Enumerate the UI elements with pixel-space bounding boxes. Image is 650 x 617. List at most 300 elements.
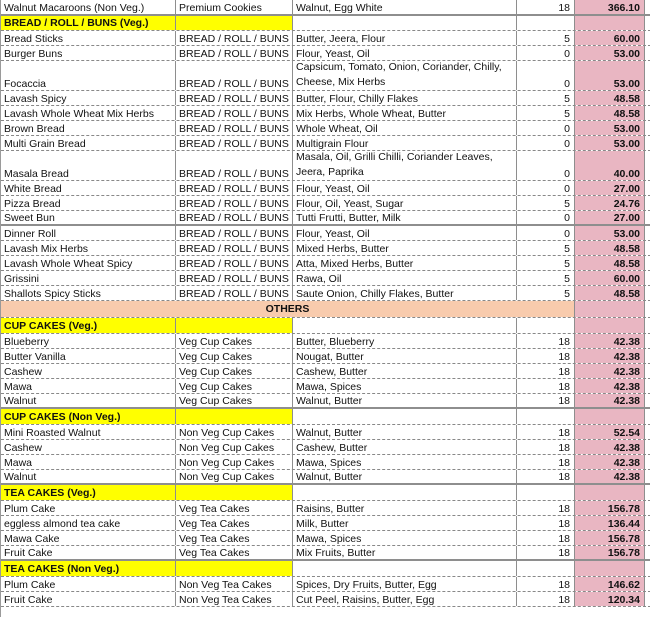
- price-cell: [575, 531, 645, 545]
- item-name-cell-text: eggless almond tea cake: [4, 518, 121, 530]
- ingredients-cell-text: Butter, Blueberry: [296, 336, 375, 348]
- price-cell-text: 53.00: [613, 138, 640, 150]
- price-cell-text: 48.58: [613, 258, 640, 270]
- item-name-cell-text: Burger Buns: [4, 48, 63, 60]
- quantity-cell-text: 5: [564, 273, 570, 285]
- ingredients-cell: [293, 592, 517, 606]
- table-row: [1, 349, 650, 364]
- table-row: [1, 546, 650, 561]
- section-header-fill: [176, 318, 293, 333]
- ingredients-cell: [293, 151, 517, 180]
- item-name-cell: [1, 334, 176, 348]
- section-header-blank: [293, 318, 517, 333]
- section-title-text: CUP CAKES (Veg.): [4, 319, 98, 332]
- category-cell-text: Veg Tea Cakes: [179, 547, 250, 559]
- item-name-cell-text: Butter Vanilla: [4, 351, 66, 363]
- category-cell-text: BREAD / ROLL / BUNS: [179, 93, 289, 105]
- section-header-blank-qty: [517, 485, 575, 500]
- table-row: [1, 196, 650, 211]
- price-cell-text: 156.78: [607, 533, 640, 545]
- quantity-cell-text: 18: [558, 503, 570, 515]
- ingredients-cell-text: Capsicum, Tomato, Onion, Coriander, Chilly, Cheese, Mix Herbs: [296, 61, 502, 88]
- price-cell: [575, 226, 645, 240]
- category-cell: [176, 121, 293, 135]
- ingredients-cell: [293, 334, 517, 348]
- item-name-cell-text: Walnut: [4, 471, 37, 483]
- quantity-cell: [517, 546, 575, 559]
- category-cell: [176, 46, 293, 60]
- price-cell: [575, 151, 645, 180]
- ingredients-cell-text: Mawa, Spices: [296, 457, 362, 469]
- price-cell: [575, 196, 645, 210]
- table-row: [1, 592, 650, 607]
- ingredients-cell: [293, 46, 517, 60]
- section-header-fill: [176, 409, 293, 424]
- quantity-cell: [517, 46, 575, 60]
- table-row: [1, 181, 650, 196]
- section-header-row: [1, 485, 650, 501]
- ingredients-cell: [293, 455, 517, 469]
- section-header-price-blank: [575, 485, 645, 500]
- item-name-cell-text: Sweet Bun: [4, 212, 55, 224]
- ingredients-cell-text: Mawa, Spices: [296, 533, 362, 545]
- category-cell: [176, 470, 293, 483]
- item-name-cell-text: White Bread: [4, 183, 62, 195]
- ingredients-cell: [293, 61, 517, 90]
- item-name-cell: [1, 106, 176, 120]
- item-name-cell-text: Focaccia: [4, 78, 47, 90]
- section-header-blank-qty: [517, 16, 575, 30]
- item-name-cell: [1, 0, 176, 14]
- section-title: [1, 16, 176, 30]
- price-cell: [575, 121, 645, 135]
- item-name-cell-text: Mini Roasted Walnut: [4, 427, 101, 439]
- ingredients-cell: [293, 394, 517, 407]
- item-name-cell-text: Lavash Spicy: [4, 93, 67, 105]
- quantity-cell: [517, 592, 575, 606]
- category-cell: [176, 61, 293, 90]
- item-name-cell-text: Lavash Mix Herbs: [4, 243, 89, 255]
- quantity-cell-text: 18: [558, 381, 570, 393]
- item-name-cell: [1, 379, 176, 393]
- quantity-cell-text: 5: [564, 93, 570, 105]
- price-cell: [575, 136, 645, 150]
- category-cell: [176, 286, 293, 300]
- section-header-row: [1, 16, 650, 31]
- category-cell: [176, 226, 293, 240]
- quantity-cell: [517, 470, 575, 483]
- quantity-cell-text: 18: [558, 579, 570, 591]
- quantity-cell: [517, 91, 575, 105]
- category-cell: [176, 241, 293, 255]
- quantity-cell-text: 0: [564, 138, 570, 150]
- item-name-cell-text: Cashew: [4, 366, 42, 378]
- ingredients-cell-text: Rawa, Oil: [296, 273, 342, 285]
- ingredients-cell-text: Cashew, Butter: [296, 366, 368, 378]
- ingredients-cell: [293, 577, 517, 591]
- price-cell-text: 42.38: [613, 471, 640, 483]
- quantity-cell-text: 18: [558, 395, 570, 407]
- ingredients-cell-text: Milk, Butter: [296, 518, 349, 530]
- item-name-cell-text: Fruit Cake: [4, 547, 53, 559]
- price-cell: [575, 379, 645, 393]
- table-row: [1, 286, 650, 301]
- quantity-cell-text: 0: [564, 228, 570, 240]
- price-cell-text: 42.38: [613, 336, 640, 348]
- category-cell-text: BREAD / ROLL / BUNS: [179, 243, 289, 255]
- ingredients-cell-text: Flour, Oil, Yeast, Sugar: [296, 198, 404, 210]
- ingredients-cell: [293, 0, 517, 14]
- table-row: [1, 31, 650, 46]
- quantity-cell-text: 18: [558, 547, 570, 559]
- quantity-cell-text: 5: [564, 288, 570, 300]
- item-name-cell-text: Brown Bread: [4, 123, 65, 135]
- ingredients-cell-text: Mixed Herbs, Butter: [296, 243, 389, 255]
- price-cell-text: 42.38: [613, 381, 640, 393]
- item-name-cell: [1, 61, 176, 90]
- price-cell-text: 42.38: [613, 442, 640, 454]
- ingredients-cell: [293, 349, 517, 363]
- quantity-cell-text: 18: [558, 533, 570, 545]
- ingredients-cell-text: Flour, Yeast, Oil: [296, 183, 370, 195]
- quantity-cell: [517, 425, 575, 439]
- quantity-cell: [517, 455, 575, 469]
- category-cell: [176, 425, 293, 439]
- ingredients-cell-text: Spices, Dry Fruits, Butter, Egg: [296, 579, 437, 591]
- category-cell-text: BREAD / ROLL / BUNS: [179, 78, 289, 90]
- price-cell: [575, 286, 645, 300]
- item-name-cell: [1, 425, 176, 439]
- ingredients-cell-text: Flour, Yeast, Oil: [296, 228, 370, 240]
- ingredients-cell: [293, 425, 517, 439]
- quantity-cell-text: 18: [558, 457, 570, 469]
- table-row: [1, 364, 650, 379]
- others-title: [1, 301, 575, 317]
- section-header-fill: [176, 485, 293, 500]
- category-cell-text: Veg Tea Cakes: [179, 518, 250, 530]
- table-row: [1, 531, 650, 546]
- quantity-cell: [517, 271, 575, 285]
- ingredients-cell: [293, 531, 517, 545]
- item-name-cell-text: Walnut Macaroons (Non Veg.): [4, 2, 145, 14]
- quantity-cell-text: 0: [564, 78, 570, 90]
- price-cell-text: 48.58: [613, 243, 640, 255]
- ingredients-cell: [293, 516, 517, 530]
- category-cell: [176, 592, 293, 606]
- category-cell: [176, 271, 293, 285]
- ingredients-cell-text: Walnut, Butter: [296, 427, 363, 439]
- item-name-cell: [1, 440, 176, 454]
- price-cell-text: 60.00: [613, 33, 640, 45]
- price-cell: [575, 256, 645, 270]
- category-cell: [176, 136, 293, 150]
- section-header-fill: [176, 561, 293, 576]
- category-cell-text: BREAD / ROLL / BUNS: [179, 258, 289, 270]
- category-cell-text: BREAD / ROLL / BUNS: [179, 48, 289, 60]
- category-cell-text: BREAD / ROLL / BUNS: [179, 273, 289, 285]
- quantity-cell: [517, 394, 575, 407]
- price-cell: [575, 211, 645, 224]
- item-name-cell-text: Lavash Whole Wheat Spicy: [4, 258, 133, 270]
- price-cell-text: 53.00: [613, 228, 640, 240]
- table-row: [1, 379, 650, 394]
- quantity-cell: [517, 0, 575, 14]
- quantity-cell-text: 0: [564, 183, 570, 195]
- ingredients-cell-text: Saute Onion, Chilly Flakes, Butter: [296, 288, 454, 300]
- category-cell-text: BREAD / ROLL / BUNS: [179, 138, 289, 150]
- price-cell: [575, 592, 645, 606]
- ingredients-cell: [293, 286, 517, 300]
- quantity-cell-text: 5: [564, 258, 570, 270]
- table-row: [1, 334, 650, 349]
- category-cell-text: Non Veg Tea Cakes: [179, 579, 272, 591]
- item-name-cell: [1, 455, 176, 469]
- price-cell-text: 42.38: [613, 351, 640, 363]
- item-name-cell: [1, 577, 176, 591]
- ingredients-cell-text: Tutti Frutti, Butter, Milk: [296, 212, 401, 224]
- category-cell-text: Non Veg Cup Cakes: [179, 427, 275, 439]
- quantity-cell: [517, 256, 575, 270]
- category-cell-text: BREAD / ROLL / BUNS: [179, 288, 289, 300]
- category-cell: [176, 91, 293, 105]
- price-cell-text: 48.58: [613, 93, 640, 105]
- section-header-fill: [176, 16, 293, 30]
- table-row: [1, 455, 650, 470]
- ingredients-cell: [293, 121, 517, 135]
- quantity-cell: [517, 349, 575, 363]
- item-name-cell-text: Masala Bread: [4, 168, 69, 180]
- ingredients-cell: [293, 379, 517, 393]
- category-cell: [176, 151, 293, 180]
- price-cell: [575, 577, 645, 591]
- category-cell-text: BREAD / ROLL / BUNS: [179, 108, 289, 120]
- table-row: [1, 425, 650, 440]
- price-cell: [575, 425, 645, 439]
- section-header-price-blank: [575, 561, 645, 576]
- price-cell: [575, 46, 645, 60]
- price-cell-text: 27.00: [613, 212, 640, 224]
- ingredients-cell-text: Mix Fruits, Butter: [296, 547, 376, 559]
- quantity-cell-text: 18: [558, 594, 570, 606]
- table-row: [1, 394, 650, 409]
- category-cell-text: BREAD / ROLL / BUNS: [179, 168, 289, 180]
- ingredients-cell: [293, 106, 517, 120]
- item-name-cell-text: Plum Cake: [4, 503, 56, 515]
- section-title: [1, 561, 176, 576]
- ingredients-cell-text: Raisins, Butter: [296, 503, 365, 515]
- item-name-cell-text: Walnut: [4, 395, 37, 407]
- item-name-cell: [1, 196, 176, 210]
- ingredients-cell-text: Flour, Yeast, Oil: [296, 48, 370, 60]
- section-header-price-blank: [575, 409, 645, 424]
- quantity-cell-text: 18: [558, 518, 570, 530]
- quantity-cell-text: 18: [558, 351, 570, 363]
- category-cell: [176, 106, 293, 120]
- ingredients-cell: [293, 501, 517, 515]
- item-name-cell: [1, 501, 176, 515]
- item-name-cell: [1, 151, 176, 180]
- quantity-cell-text: 5: [564, 108, 570, 120]
- quantity-cell: [517, 121, 575, 135]
- item-name-cell: [1, 226, 176, 240]
- item-name-cell: [1, 46, 176, 60]
- item-name-cell: [1, 394, 176, 407]
- table-row: [1, 516, 650, 531]
- quantity-cell-text: 0: [564, 212, 570, 224]
- category-cell-text: BREAD / ROLL / BUNS: [179, 198, 289, 210]
- price-cell-text: 48.58: [613, 108, 640, 120]
- ingredients-cell: [293, 181, 517, 195]
- quantity-cell: [517, 61, 575, 90]
- quantity-cell: [517, 136, 575, 150]
- category-cell: [176, 440, 293, 454]
- ingredients-cell-text: Nougat, Butter: [296, 351, 364, 363]
- category-cell: [176, 31, 293, 45]
- price-cell: [575, 364, 645, 378]
- section-title-text: TEA CAKES (Veg.): [4, 486, 96, 499]
- item-name-cell-text: Dinner Roll: [4, 228, 56, 240]
- item-name-cell-text: Mawa: [4, 381, 33, 393]
- category-cell: [176, 181, 293, 195]
- ingredients-cell: [293, 136, 517, 150]
- ingredients-cell: [293, 196, 517, 210]
- section-header-blank: [293, 485, 517, 500]
- ingredients-cell-text: Atta, Mixed Herbs, Butter: [296, 258, 414, 270]
- category-cell: [176, 211, 293, 224]
- quantity-cell-text: 5: [564, 198, 570, 210]
- table-row: [1, 136, 650, 151]
- ingredients-cell-text: Multigrain Flour: [296, 138, 369, 150]
- category-cell-text: Veg Cup Cakes: [179, 395, 252, 407]
- price-cell: [575, 0, 645, 14]
- quantity-cell: [517, 440, 575, 454]
- ingredients-cell: [293, 91, 517, 105]
- item-name-cell: [1, 364, 176, 378]
- category-cell: [176, 516, 293, 530]
- ingredients-cell: [293, 256, 517, 270]
- quantity-cell-text: 0: [564, 123, 570, 135]
- price-cell: [575, 61, 645, 90]
- quantity-cell: [517, 181, 575, 195]
- category-cell-text: Non Veg Tea Cakes: [179, 594, 272, 606]
- price-cell-text: 52.54: [613, 427, 640, 439]
- ingredients-cell: [293, 546, 517, 559]
- ingredients-cell-text: Mix Herbs, Whole Wheat, Butter: [296, 108, 446, 120]
- item-name-cell: [1, 91, 176, 105]
- ingredients-cell: [293, 440, 517, 454]
- item-name-cell-text: Grissini: [4, 273, 40, 285]
- ingredients-cell-text: Cut Peel, Raisins, Butter, Egg: [296, 594, 435, 606]
- category-cell-text: Veg Cup Cakes: [179, 366, 252, 378]
- category-cell-text: BREAD / ROLL / BUNS: [179, 33, 289, 45]
- price-cell-text: 53.00: [613, 78, 640, 90]
- quantity-cell-text: 5: [564, 33, 570, 45]
- price-cell-text: 27.00: [613, 183, 640, 195]
- others-price-blank: [575, 301, 645, 317]
- ingredients-cell: [293, 271, 517, 285]
- category-cell-text: Veg Cup Cakes: [179, 336, 252, 348]
- item-name-cell-text: Multi Grain Bread: [4, 138, 86, 150]
- category-cell: [176, 531, 293, 545]
- table-row: [1, 0, 650, 16]
- table-row: [1, 241, 650, 256]
- item-name-cell: [1, 531, 176, 545]
- quantity-cell: [517, 31, 575, 45]
- quantity-cell: [517, 501, 575, 515]
- category-cell-text: BREAD / ROLL / BUNS: [179, 183, 289, 195]
- item-name-cell: [1, 181, 176, 195]
- ingredients-cell: [293, 364, 517, 378]
- section-title-text: CUP CAKES (Non Veg.): [4, 410, 121, 423]
- category-cell-text: Non Veg Cup Cakes: [179, 457, 275, 469]
- quantity-cell: [517, 379, 575, 393]
- quantity-cell: [517, 211, 575, 224]
- table-row: [1, 501, 650, 516]
- table-row: [1, 211, 650, 226]
- item-name-cell-text: Mawa Cake: [4, 533, 60, 545]
- item-name-cell: [1, 470, 176, 483]
- quantity-cell-text: 18: [558, 336, 570, 348]
- category-cell: [176, 196, 293, 210]
- item-name-cell: [1, 286, 176, 300]
- ingredients-cell: [293, 241, 517, 255]
- quantity-cell: [517, 106, 575, 120]
- price-cell-text: 40.00: [613, 168, 640, 180]
- section-header-row: [1, 318, 650, 334]
- category-cell: [176, 349, 293, 363]
- item-name-cell-text: Bread Sticks: [4, 33, 63, 45]
- quantity-cell-text: 0: [564, 168, 570, 180]
- quantity-cell: [517, 241, 575, 255]
- table-row: [1, 470, 650, 485]
- item-name-cell-text: Cashew: [4, 442, 42, 454]
- section-header-row: [1, 409, 650, 425]
- category-cell: [176, 501, 293, 515]
- item-name-cell-text: Plum Cake: [4, 579, 56, 591]
- quantity-cell-text: 18: [558, 2, 570, 14]
- category-cell-text: Non Veg Cup Cakes: [179, 442, 275, 454]
- item-name-cell: [1, 349, 176, 363]
- price-cell: [575, 470, 645, 483]
- price-cell-text: 53.00: [613, 123, 640, 135]
- quantity-cell-text: 0: [564, 48, 570, 60]
- price-cell: [575, 516, 645, 530]
- category-cell-text: BREAD / ROLL / BUNS: [179, 228, 289, 240]
- others-title-text: OTHERS: [265, 303, 310, 315]
- price-cell: [575, 440, 645, 454]
- table-row: [1, 226, 650, 241]
- price-cell-text: 42.38: [613, 457, 640, 469]
- ingredients-cell-text: Butter, Jeera, Flour: [296, 33, 386, 45]
- price-cell: [575, 106, 645, 120]
- section-header-blank: [293, 409, 517, 424]
- quantity-cell: [517, 196, 575, 210]
- category-cell: [176, 364, 293, 378]
- section-header-blank: [293, 561, 517, 576]
- category-cell-text: Veg Tea Cakes: [179, 503, 250, 515]
- price-cell: [575, 546, 645, 559]
- quantity-cell: [517, 226, 575, 240]
- table-row: [1, 61, 650, 91]
- section-title: [1, 485, 176, 500]
- item-name-cell: [1, 241, 176, 255]
- category-cell-text: Veg Cup Cakes: [179, 381, 252, 393]
- price-cell-text: 60.00: [613, 273, 640, 285]
- section-title: [1, 409, 176, 424]
- item-name-cell-text: Mawa: [4, 457, 33, 469]
- table-row: [1, 271, 650, 286]
- category-cell: [176, 577, 293, 591]
